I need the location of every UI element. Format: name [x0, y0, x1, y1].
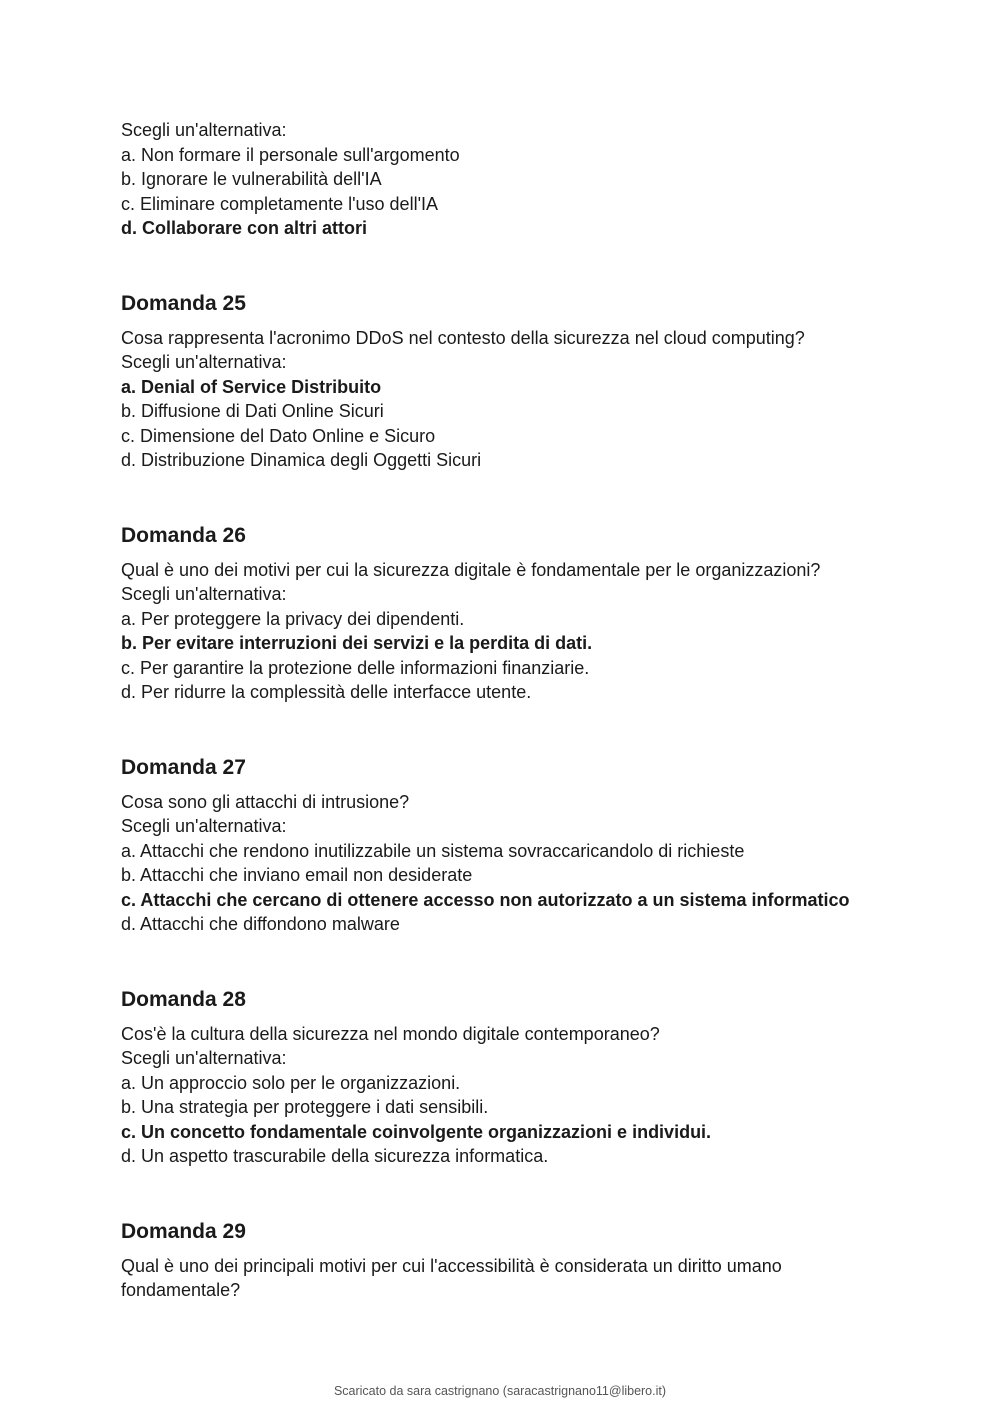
- answer-option-correct: c. Un concetto fondamentale coinvolgente organizzazioni e individui.: [121, 1121, 712, 1142]
- answer-prompt: Scegli un'alternativa:: [121, 1048, 287, 1068]
- answer-option: c. Eliminare completamente l'uso dell'IA: [121, 193, 439, 214]
- question-text: Qual è uno dei motivi per cui la sicurezza digitale è fondamentale per le organizzazioni?: [121, 559, 821, 580]
- question-25: [121, 290, 941, 473]
- answer-prompt: Scegli un'alternativa:: [121, 120, 287, 140]
- answer-prompt: Scegli un'alternativa:: [121, 816, 287, 836]
- answer-option: d. Per ridurre la complessità delle interfacce utente.: [121, 682, 532, 702]
- answer-option: a. Un approccio solo per le organizzazioni.: [121, 1072, 461, 1093]
- question-29: [121, 1218, 941, 1303]
- question-text: Qual è uno dei principali motivi per cui l'accessibilità è considerata un diritto umano fondamentale?: [121, 1255, 782, 1300]
- question-text: Cosa sono gli attacchi di intrusione?: [121, 791, 410, 812]
- question-title: Domanda 25: [121, 291, 246, 315]
- question-title: Domanda 27: [121, 755, 246, 779]
- answer-option: d. Distribuzione Dinamica degli Oggetti Sicuri: [121, 450, 482, 470]
- answer-prompt: Scegli un'alternativa:: [121, 584, 287, 604]
- question-28: [121, 986, 941, 1169]
- previous-question-options: [121, 118, 941, 241]
- answer-option-correct: b. Per evitare interruzioni dei servizi e la perdita di dati.: [121, 633, 593, 653]
- answer-option: b. Ignorare le vulnerabilità dell'IA: [121, 169, 382, 189]
- answer-option: a. Attacchi che rendono inutilizzabile un sistema sovraccaricandolo di richieste: [121, 840, 745, 861]
- download-footer: Scaricato da sara castrignano (saracastrignano11@libero.it): [333, 1384, 667, 1398]
- answer-option: b. Attacchi che inviano email non desiderate: [121, 865, 473, 885]
- question-text: Cosa rappresenta l'acronimo DDoS nel contesto della sicurezza nel cloud computing?: [121, 327, 805, 348]
- question-title: Domanda 26: [121, 523, 246, 547]
- question-title: Domanda 29: [121, 1219, 246, 1243]
- question-text: Cos'è la cultura della sicurezza nel mondo digitale contemporaneo?: [121, 1023, 660, 1044]
- answer-option: b. Una strategia per proteggere i dati sensibili.: [121, 1097, 489, 1117]
- answer-prompt: Scegli un'alternativa:: [121, 352, 287, 372]
- question-title: Domanda 28: [121, 987, 246, 1011]
- answer-option-correct: d. Collaborare con altri attori: [121, 218, 368, 238]
- document-page: [121, 118, 941, 1303]
- question-26: [121, 522, 941, 705]
- answer-option-correct: c. Attacchi che cercano di ottenere accesso non autorizzato a un sistema informatico: [121, 889, 850, 910]
- answer-option-correct: a. Denial of Service Distribuito: [121, 376, 382, 397]
- answer-option: a. Per proteggere la privacy dei dipendenti.: [121, 608, 465, 629]
- answer-option: c. Per garantire la protezione delle informazioni finanziarie.: [121, 657, 590, 678]
- answer-option: c. Dimensione del Dato Online e Sicuro: [121, 425, 436, 446]
- answer-option: a. Non formare il personale sull'argomento: [121, 144, 460, 165]
- answer-option: d. Un aspetto trascurabile della sicurezza informatica.: [121, 1146, 549, 1166]
- answer-option: d. Attacchi che diffondono malware: [121, 914, 400, 934]
- answer-option: b. Diffusione di Dati Online Sicuri: [121, 401, 384, 421]
- question-27: [121, 754, 941, 937]
